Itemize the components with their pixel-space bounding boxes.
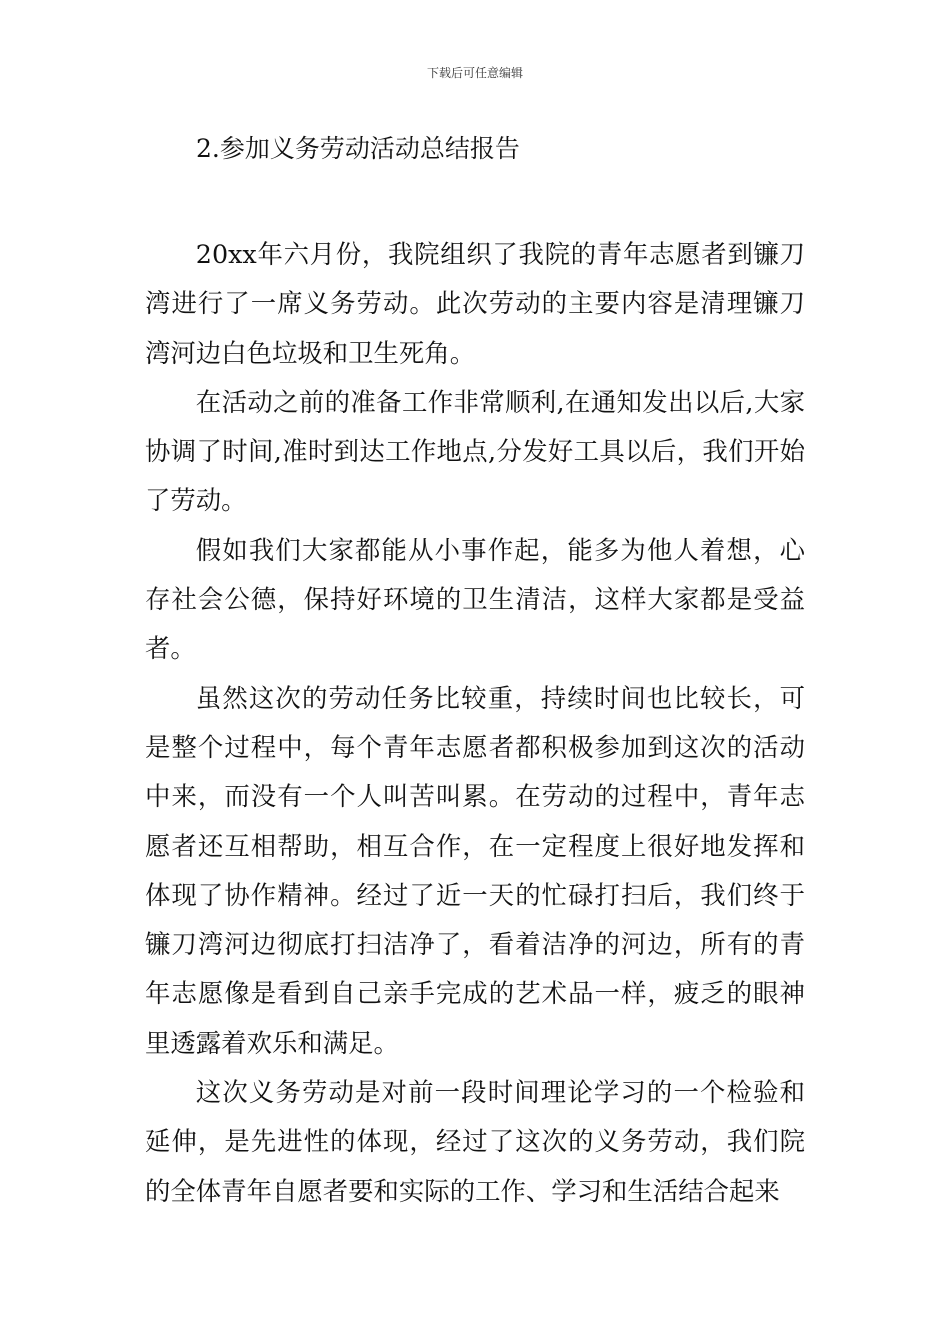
paragraph-3: 假如我们大家都能从小事作起，能多为他人着想，心存社会公德，保持好环境的卫生清洁，这样大家都是受益者。 — [145, 534, 805, 664]
document-title: 2.参加义务劳动活动总结报告 — [196, 134, 520, 163]
header-note: 下载后可任意编辑 — [426, 66, 523, 80]
document-body — [145, 230, 805, 1216]
paragraph-4: 虽然这次的劳动任务比较重，持续时间也比较长，可是整个过程中，每个青年志愿者都积极参加到这次的活动中来，而没有一个人叫苦叫累。在劳动的过程中，青年志愿者还互相帮助，相互合作，在一定程度上很好地发挥和体现了协作精神。经过了近一天的忙碌打扫后，我们终于镰刀湾河边彻底打扫洁净了，看着洁净的河边，所有的青年志愿像是看到自己亲手完成的艺术品一样，疲乏的眼神里透露着欢乐和满足。 — [145, 682, 805, 1058]
paragraph-2: 在活动之前的准备工作非常顺利,在通知发出以后,大家协调了时间,准时到达工作地点,分发好工具以后，我们开始了劳动。 — [145, 386, 805, 516]
paragraph-5: 这次义务劳动是对前一段时间理论学习的一个检验和延伸，是先进性的体现，经过了这次的义务劳动，我们院的全体青年自愿者要和实际的工作、学习和生活结合起来 — [145, 1077, 805, 1206]
paragraph-1: 20xx年六月份，我院组织了我院的青年志愿者到镰刀湾进行了一席义务劳动。此次劳动的主要内容是清理镰刀湾河边白色垃圾和卫生死角。 — [145, 239, 805, 368]
